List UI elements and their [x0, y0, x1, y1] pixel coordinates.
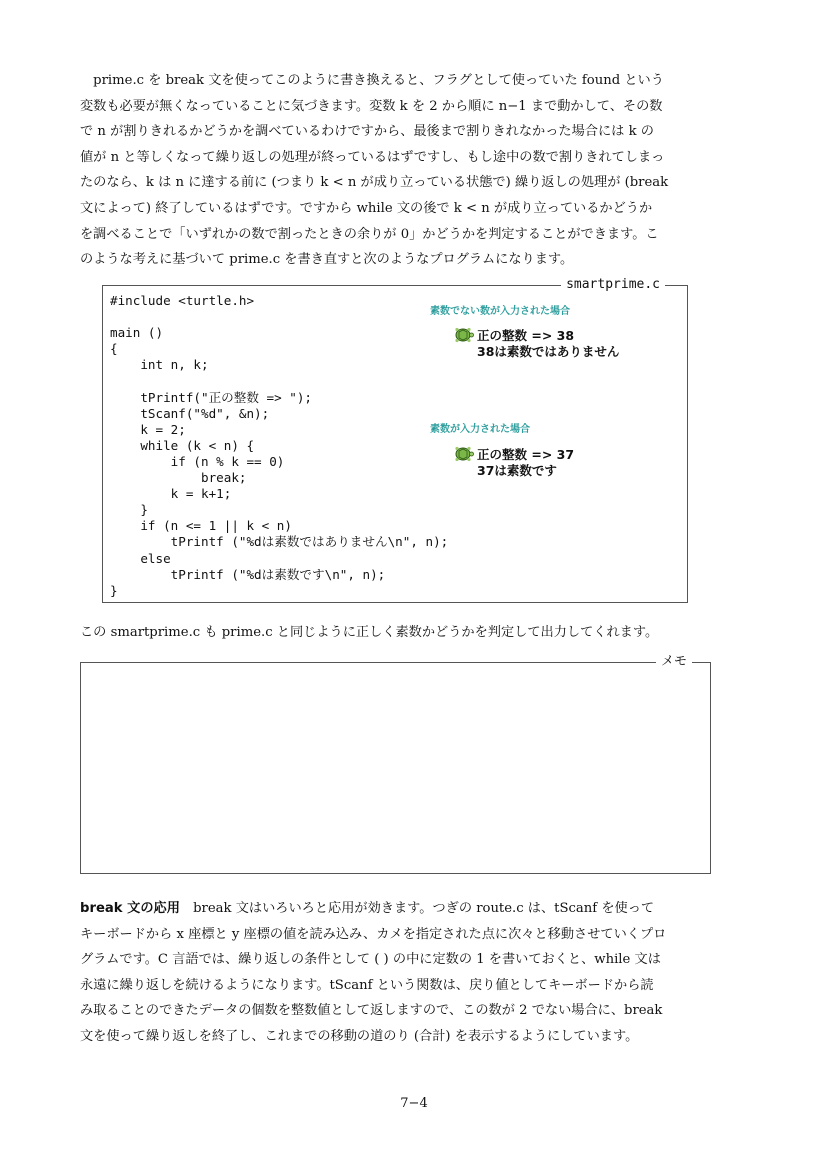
case-nonprime-label: 素数でない数が入力された場合 [430, 306, 570, 317]
text-line: たのなら、k は n に達する前に (つまり k < n が成り立っている状態で) 繰り返しの処理が (break [80, 175, 669, 191]
text-line: のような考えに基づいて prime.c を書き直すと次のようなプログラムになります。 [80, 252, 574, 268]
text-line: 永遠に繰り返しを続けるようになります。tScanf という関数は、戻り値としてキーボードから読 [80, 977, 654, 993]
turtle-icon [452, 326, 474, 344]
text-line: 変数も必要が無くなっていることに気づきます。変数 k を 2 から順に n−1 まで動かして、その数 [80, 98, 663, 114]
text-line: この smartprime.c も prime.c と同じように正しく素数かどうかを判定して出力してくれます。 [80, 625, 659, 640]
after-code-paragraph [80, 620, 712, 646]
case-prime-label: 素数が入力された場合 [430, 424, 530, 435]
case-nonprime-output: 正の整数 => 38 38は素数ではありません [477, 328, 620, 359]
text-line: で n が割りきれるかどうかを調べているわけですから、最後まで割りきれなかった場合には k の [80, 124, 654, 140]
text-line: キーボードから x 座標と y 座標の値を読み込み、カメを指定された点に次々と移動させていくプロ [80, 926, 667, 942]
text-line [80, 896, 712, 922]
memo-title: メモ [656, 654, 692, 670]
section-first-line: break 文はいろいろと応用が効きます。つぎの route.c は、tScanf を使って [179, 901, 655, 916]
page-number: 7−4 [400, 1096, 428, 1111]
section-heading: break 文の応用 [80, 901, 180, 916]
text-line: prime.c を break 文を使ってこのように書き換えると、フラグとして使っていた found という [80, 73, 664, 88]
text-line: 文によって) 終了しているはずです。ですから while 文の後で k < n が成り立っているかどうか [80, 200, 653, 216]
intro-paragraph [80, 68, 712, 273]
section-paragraph [80, 896, 712, 1050]
turtle-icon [452, 445, 474, 463]
memo-box [80, 662, 711, 874]
text-line: を調べることで「いずれかの数で割ったときの余りが 0」かどうかを判定することができます。こ [80, 226, 659, 242]
text-line: グラムです。C 言語では、繰り返しの条件として ( ) の中に定数の 1 を書いておくと、while 文は [80, 952, 661, 968]
text-line: 文を使って繰り返しを終了し、これまでの移動の道のり (合計) を表示するようにしています。 [80, 1028, 639, 1044]
code-listing: #include <turtle.h> main () { int n, k; tPrintf("正の整数 => "); tScanf("%d", &n); k = 2; while (k < n) { if (n % k == 0) break; k = k+1; } if (n <= 1 || k < n) tPrintf ("%dは素数ではありません\n", n); else tPrintf ("%dは素数です\n", n); } [110, 293, 449, 598]
text-line: み取ることのできたデータの個数を整数値として返しますので、この数が 2 でない場合に、break [80, 1003, 663, 1019]
text-line: 値が n と等しくなって繰り返しの処理が終っているはずですし、もし途中の数で割りきれてしまっ [80, 149, 665, 165]
code-listing-title: smartprime.c [561, 277, 665, 293]
case-prime-output: 正の整数 => 37 37は素数です [477, 447, 575, 478]
